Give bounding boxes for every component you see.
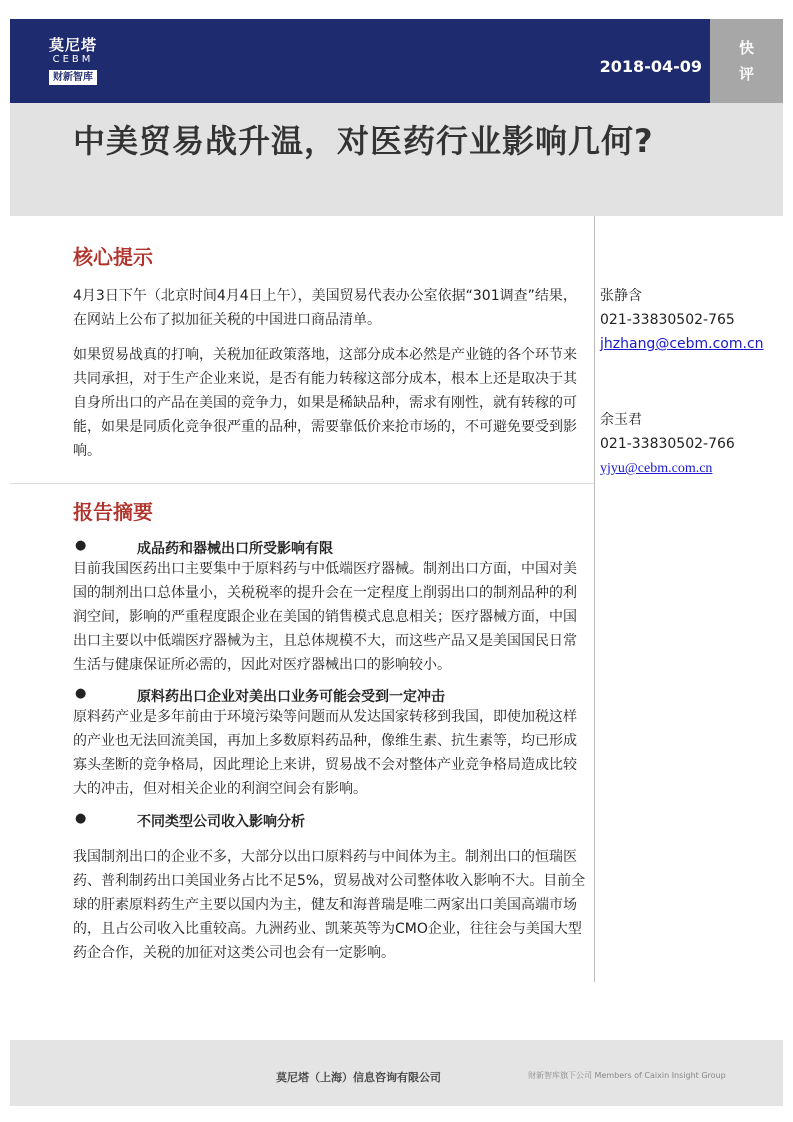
analyst-contact-2 — [600, 408, 780, 481]
analyst-name: 余玉君 — [600, 412, 642, 428]
document-title: 中美贸易战升温，对医药行业影响几何? — [73, 122, 654, 160]
analyst-phone: 021-33830502-766 — [600, 436, 735, 452]
analyst-name: 张静含 — [600, 288, 642, 304]
logo-english-name: CEBM — [52, 54, 94, 65]
bullet-title: 原料药出口企业对美出口业务可能会受到一定冲击 — [137, 689, 445, 705]
report-date: 2018-04-09 — [599, 57, 702, 76]
bullet-icon: ● — [75, 686, 87, 701]
core-paragraph-2: 如果贸易战真的打响，关税加征政策落地，这部分成本必然是产业链的各个环节来共同承担，对于生产企业来说，是否有能力转稼这部分成本，根本上还是取决于其自身所出口的产品在美国的竞争力，如果是稀缺品种，需求有刚性，就有转稼的可能，如果是同质化竞争很严重的品种，需要靠低价来抢市场的，不可避免要受到影响。 — [73, 347, 577, 459]
report-type-tag — [710, 19, 783, 103]
analyst-email-link[interactable]: jhzhang@cebm.com.cn — [600, 336, 764, 352]
summary-text-1: 目前我国医药出口主要集中于原料药与中低端医疗器械。制剂出口方面，中国对美国的制剂出口总体量小，关税税率的提升会在一定程度上削弱出口的制剂品种的利润空间，影响的严重程度跟企业在美国的销售模式息息相关；医疗器械方面，中国出口主要以中低端医疗器械为主，且总体规模不大，而这些产品又是美国国民日常生活与健康保证所必需的，因此对医疗器械出口的影响较小。 — [73, 561, 577, 673]
core-paragraph-1: 4月3日下午（北京时间4月4日上午），美国贸易代表办公室依据“301调查”结果，在网站上公布了拟加征关税的中国进口商品清单。 — [73, 288, 577, 328]
bullet-icon: ● — [75, 811, 87, 826]
logo-chinese-name: 莫尼塔 — [48, 36, 97, 54]
summary-text-2: 原料药产业是多年前由于环境污染等问题而从发达国家转移到我国，即使加税这样的产业也无法回流美国，再加上多数原料药品种，像维生素、抗生素等，均已形成寡头垄断的竞争格局，因此理论上来讲，贸易战不会对整体产业竞争格局造成比较大的冲击，但对相关企业的利润空间会有影响。 — [73, 709, 577, 797]
title-band — [10, 103, 783, 216]
header-bar — [10, 19, 710, 103]
logo-subtitle: 财新智库 — [49, 70, 97, 85]
section-divider — [10, 483, 594, 484]
analyst-contact-1 — [600, 284, 780, 356]
footer-member-note: 财新智库旗下公司 Members of Caixin Insight Group — [528, 1071, 726, 1080]
cebm-logo — [38, 37, 108, 93]
footer-company-name: 莫尼塔（上海）信息咨询有限公司 — [276, 1071, 441, 1084]
core-heading: 核心提示 — [73, 245, 153, 269]
column-divider — [594, 216, 595, 982]
summary-bullet-3 — [73, 811, 590, 833]
tag-line-1: 快 — [738, 39, 754, 57]
bullet-icon: ● — [75, 538, 87, 553]
summary-heading: 报告摘要 — [73, 500, 153, 524]
bullet-title: 不同类型公司收入影响分析 — [137, 814, 305, 830]
tag-line-2: 评 — [738, 65, 754, 83]
page-footer — [10, 1040, 783, 1106]
bullet-title: 成品药和器械出口所受影响有限 — [137, 541, 333, 557]
analyst-email-link[interactable]: yjyu@cebm.com.cn — [600, 461, 713, 476]
summary-text-3: 我国制剂出口的企业不多，大部分以出口原料药与中间体为主。制剂出口的恒瑞医药、普利制药出口美国业务占比不足5%，贸易战对公司整体收入影响不大。目前全球的肝素原料药生产主要以国内为主，健友和海普瑞是唯二两家出口美国高端市场的，且占公司收入比重较高。九洲药业、凯莱英等为CMO企业，往往会与美国大型药企合作，关税的加征对这类公司也会有一定影响。 — [73, 849, 586, 961]
analyst-phone: 021-33830502-765 — [600, 312, 735, 328]
